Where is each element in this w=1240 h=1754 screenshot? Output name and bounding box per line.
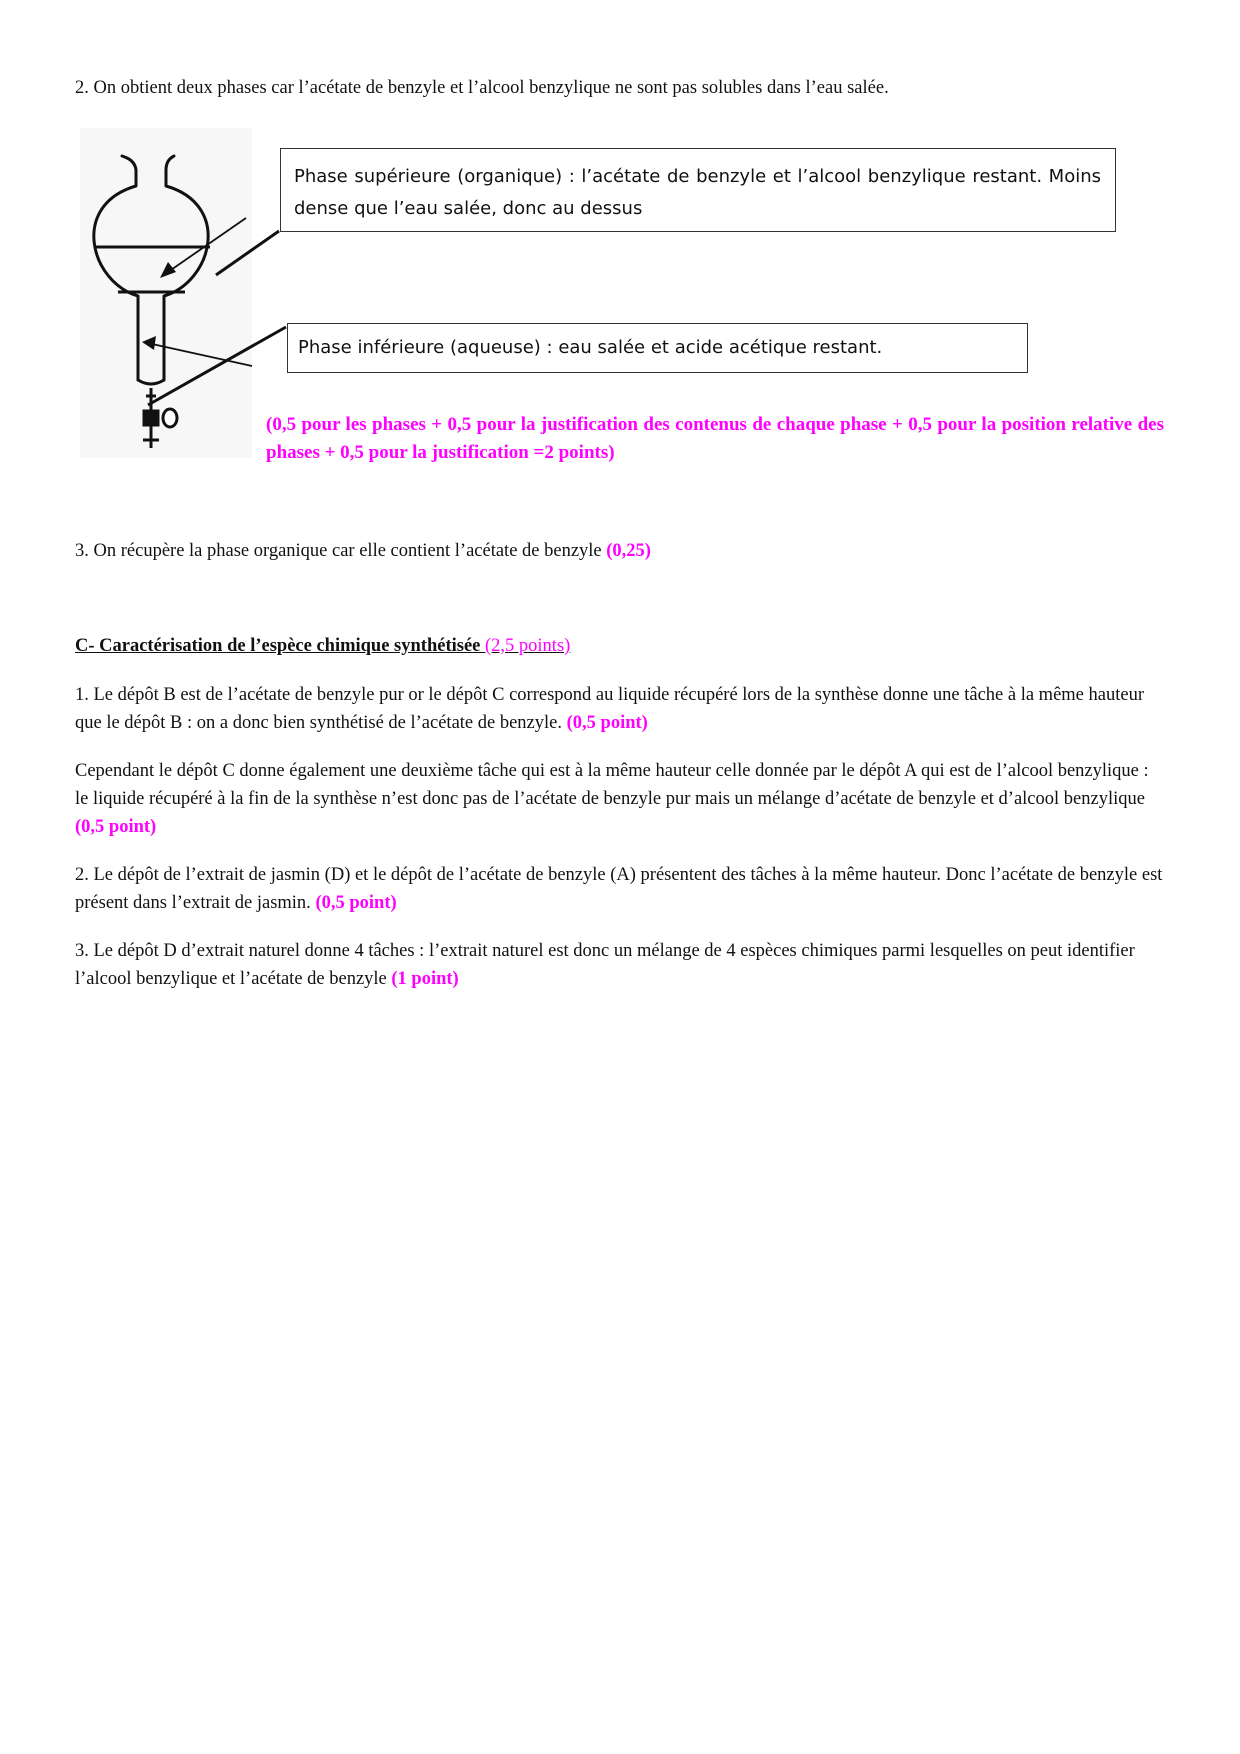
lower-phase-box: Phase inférieure (aqueuse) : eau salée et acide acétique restant. <box>287 323 1028 373</box>
section-c-paragraph-2 <box>75 757 1165 841</box>
section-c-p3-points: (0,5 point) <box>315 893 397 913</box>
section-c-title: C- Caractérisation de l’espèce chimique synthétisée <box>75 636 485 656</box>
q3-points: (0,25) <box>606 541 651 561</box>
section-c-p3-text: 2. Le dépôt de l’extrait de jasmin (D) et le dépôt de l’acétate de benzyle (A) présentent des tâches à la même hauteur. Donc l’acétate de benzyle est présent dans l’extrait de jasmin. <box>75 865 1163 913</box>
section-c-paragraph-4 <box>75 937 1165 993</box>
section-c-p2-points: (0,5 point) <box>75 817 157 837</box>
section-c-p1-points: (0,5 point) <box>566 713 648 733</box>
upper-phase-box: Phase supérieure (organique) : l’acétate de benzyle et l’alcool benzylique restant. Moins dense que l’eau salée, donc au dessus <box>280 148 1116 232</box>
section-c-p2-text: Cependant le dépôt C donne également une deuxième tâche qui est à la même hauteur celle donnée par le dépôt A qui est de l’alcool benzylique : le liquide récupéré à la fin de la synthèse n’est donc pas de l’acétate de benzyle pur mais un mélange d’acétate de benzyle et d’alcool benzylique <box>75 761 1149 809</box>
q3-paragraph <box>75 537 1165 565</box>
section-c-paragraph-1 <box>75 681 1165 737</box>
section-c-points: (2,5 points) <box>485 636 571 656</box>
section-c-p4-points: (1 point) <box>391 969 459 989</box>
section-c-heading <box>75 632 570 660</box>
separating-funnel-diagram <box>0 0 1240 470</box>
section-c-p4-text: 3. Le dépôt D d’extrait naturel donne 4 tâches : l’extrait naturel est donc un mélange de 4 espèces chimiques parmi lesquelles on peut identifier l’alcool benzylique et l’acétate de benzyle <box>75 941 1135 989</box>
section-c-p1-text: 1. Le dépôt B est de l’acétate de benzyle pur or le dépôt C correspond au liquide récupéré lors de la synthèse donne une tâche à la même hauteur que le dépôt B : on a donc bien synthétisé de l’acétate de benzyle. <box>75 685 1144 733</box>
q2-text: 2. On obtient deux phases car l’acétate de benzyle et l’alcool benzylique ne sont pas solubles dans l’eau salée. <box>75 78 889 98</box>
section-c-paragraph-3 <box>75 861 1165 917</box>
q3-text: 3. On récupère la phase organique car elle contient l’acétate de benzyle <box>75 541 607 561</box>
q2-points-note: (0,5 pour les phases + 0,5 pour la justification des contenus de chaque phase + 0,5 pour la position relative des phases + 0,5 pour la justification =2 points) <box>266 414 1164 463</box>
